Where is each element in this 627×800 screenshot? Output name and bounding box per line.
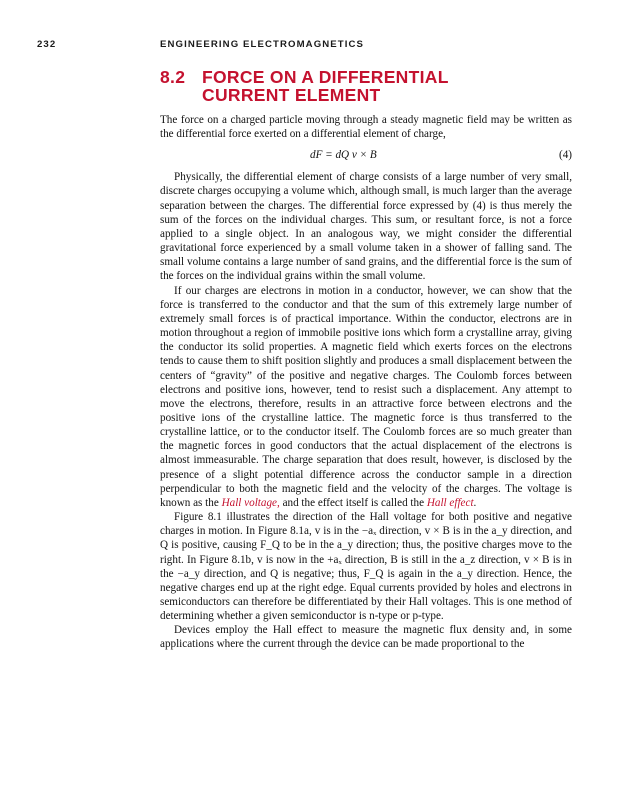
body-text xyxy=(160,113,572,652)
paragraph-1: The force on a charged particle moving through a steady magnetic field may be written as the differential force exerted on a differential element of charge, xyxy=(160,114,572,141)
section-title-line2: CURRENT ELEMENT xyxy=(202,85,381,105)
paragraph-3 xyxy=(160,284,572,511)
equation-number: (4) xyxy=(559,149,572,162)
section-heading xyxy=(160,68,580,104)
paragraph-5: Devices employ the Hall effect to measure the magnetic flux density and, in some applications where the current through the device can be made proportional to the xyxy=(160,624,572,651)
term-hall-effect: Hall effect xyxy=(426,496,474,509)
paragraph-3-end: . xyxy=(473,496,477,509)
paragraph-4: Figure 8.1 illustrates the direction of the Hall voltage for both positive and negative charges in motion. In Figure 8.1a, v is in the −aₓ direction, v × B is in the a_y direction, and Q is positive, causing F_Q to be in the a_y direction; thus, the positive charges move to the right. In Figure 8.1b, v is now in the +aₓ direction, B is still in the a_z direction, v × B is in the −a_y direction, and Q is negative; thus, F_Q is again in the a_y direction. Hence, the negative charges end up at the right edge. Equal currents provided by holes and electrons in semiconductors can therefore be differentiated by their Hall voltages. This is one method of determining whether a given semiconductor is n-type or p-type. xyxy=(160,511,572,623)
term-hall-voltage: Hall voltage, xyxy=(221,496,280,509)
section-title-line1: FORCE ON A DIFFERENTIAL xyxy=(202,67,449,87)
section-number: 8.2 xyxy=(160,67,186,87)
equation-body: dF = dQ v × B xyxy=(310,149,377,162)
page-number: 232 xyxy=(37,39,57,50)
paragraph-3-mid: and the effect itself is called the xyxy=(282,496,425,509)
paragraph-3-main: If our charges are electrons in motion in a conductor, however, we can show that the force is transferred to the conductor and that the sum of this extremely large number of extremely small forces is of practical importance. Within the conductor, electrons are in motion throughout a region of immobile positive ions which form a crystalline array, giving the conductor its solid properties. A magnetic field which exerts forces on the electrons tends to cause them to shift position slightly and produces a small displacement between the centers of “gravity” of the positive and negative charges. The Coulomb forces between electrons and positive ions, however, tend to resist such a displacement. Any attempt to move the electrons, therefore, results in an attractive force between electrons and the positive ions of the crystalline lattice. The magnetic force is thus transferred to the crystalline lattice, or to the conductor itself. The Coulomb forces are so much greater than the magnetic forces in good conductors that the actual displacement of the electrons is almost immeasurable. The charge separation that does result, however, is disclosed by the presence of a slight potential difference across the conductor sample in a direction perpendicular to both the magnetic field and the velocity of the charges. The voltage is known as the xyxy=(160,284,572,509)
equation-4 xyxy=(160,142,572,168)
running-header xyxy=(0,39,627,55)
paragraph-2: Physically, the differential element of charge consists of a large number of very small, discrete charges occupying a volume which, although small, is much larger than the average separation between the charges. The differential force expressed by (4) is thus merely the sum of the forces on the individual charges. This sum, or resultant force, is not a force applied to a single object. In an analogous way, we might consider the differential gravitational force experienced by a small volume taken in a shower of falling sand. The small volume contains a large number of sand grains, and the differential force is the sum of the forces on the individual grains within the small volume. xyxy=(160,171,572,283)
running-title: ENGINEERING ELECTROMAGNETICS xyxy=(160,39,365,50)
